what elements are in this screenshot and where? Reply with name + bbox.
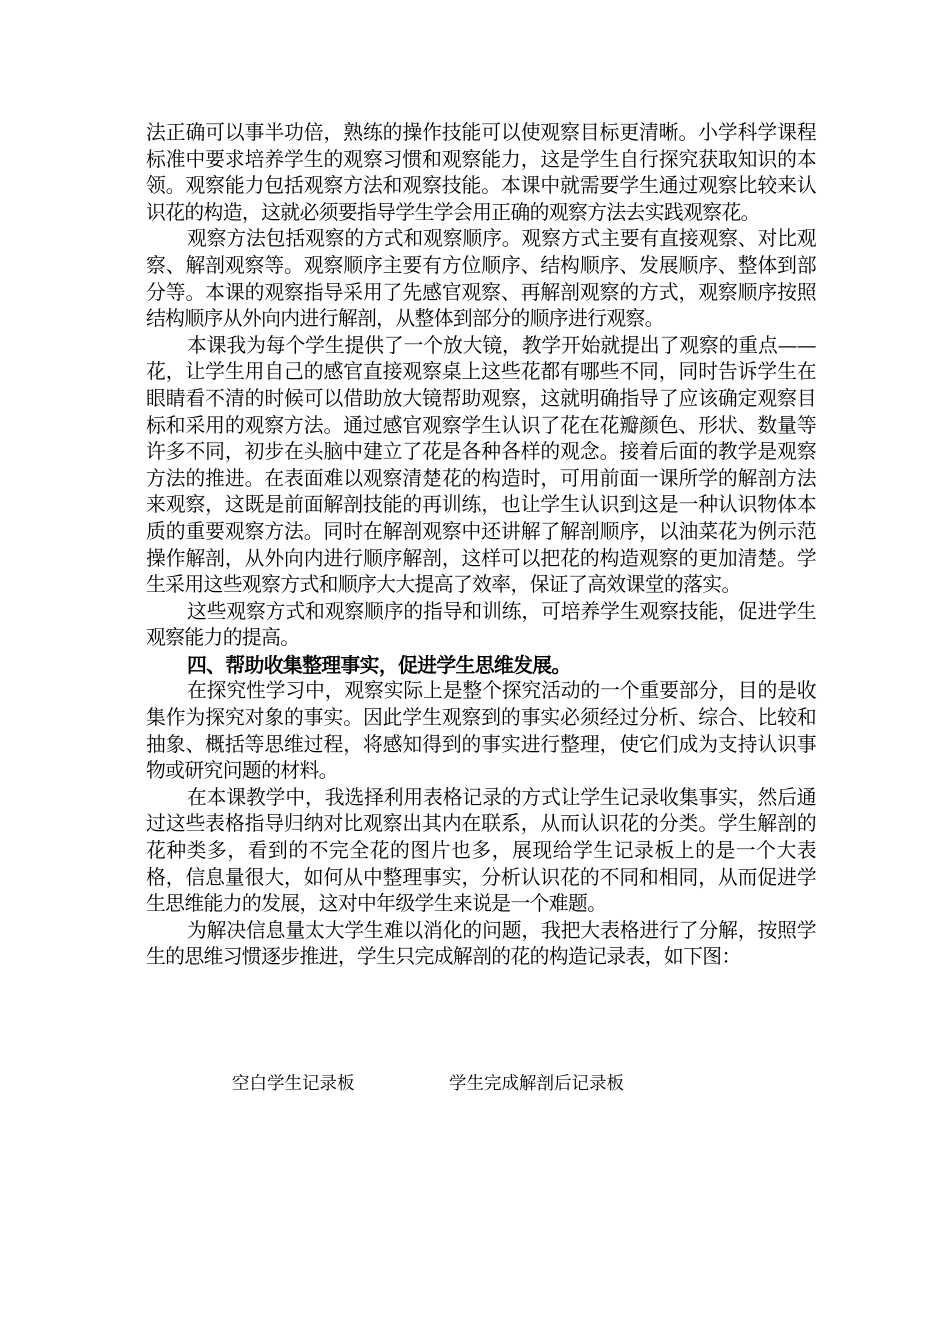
paragraph-observation-methods: 观察方法包括观察的方式和观察顺序。观察方式主要有直接观察、对比观察、解剖观察等。观察顺序主要有方位顺序、结构顺序、发展顺序、整体到部分等。本课的观察指导采用了先感官观察、再解剖观察的方式，观察顺序按照结构顺序从外向内进行解剖，从整体到部分的顺序进行观察。 — [146, 227, 816, 331]
paragraph-table-decomposition: 为解决信息量太大学生难以消化的问题，我把大表格进行了分解，按照学生的思维习惯逐步推进，学生只完成解剖的花的构造记录表，如下图： — [146, 918, 816, 969]
paragraph-inquiry-learning: 在探究性学习中，观察实际上是整个探究活动的一个重要部分，目的是收集作为探究对象的事实。因此学生观察到的事实必须经过分析、综合、比较和抽象、概括等思维过程，将感知得到的事实进行整理，使它们成为支持认识事物或研究问题的材料。 — [146, 679, 816, 783]
paragraph-magnifier-teaching: 本课我为每个学生提供了一个放大镜，教学开始就提出了观察的重点——花，让学生用自己的感官直接观察桌上这些花都有哪些不同，同时告诉学生在眼睛看不清的时候可以借助放大镜帮助观察，这就明确指导了应该确定观察目标和采用的观察方法。通过感官观察学生认识了花在花瓣颜色、形状、数量等许多不同，初步在头脑中建立了花是各种各样的观念。接着后面的教学是观察方法的推进。在表面难以观察清楚花的构造时，可用前面一课所学的解剖方法来观察，这既是前面解剖技能的再训练，也让学生认识到这是一种认识物体本质的重要观察方法。同时在解剖观察中还讲解了解剖顺序，以油菜花为例示范操作解剖，从外向内进行顺序解剖，这样可以把花的构造观察的更加清楚。学生采用这些观察方式和顺序大大提高了效率，保证了高效课堂的落实。 — [146, 333, 816, 597]
paragraph-observation-skills: 法正确可以事半功倍，熟练的操作技能可以使观察目标更清晰。小学科学课程标准中要求培养学生的观察习惯和观察能力，这是学生自行探究获取知识的本领。观察能力包括观察方法和观察技能。本课中就需要学生通过观察比较来认识花的构造，这就必须要指导学生学会用正确的观察方法去实践观察花。 — [146, 121, 816, 224]
section-heading-four: 四、帮助收集整理事实，促进学生思维发展。 — [187, 652, 571, 677]
figure-captions — [0, 1071, 950, 1101]
paragraph-table-recording: 在本课教学中，我选择利用表格记录的方式让学生记录收集事实，然后通过这些表格指导归纳对比观察出其内在联系，从而认识花的分类。学生解剖的花种类多，看到的不完全花的图片也多，展现给学生记录板上的是一个大表格，信息量很大，如何从中整理事实，分析认识花的不同和相同，从而促进学生思维能力的发展，这对中年级学生来说是一个难题。 — [146, 785, 816, 916]
caption-completed-record-board: 学生完成解剖后记录板 — [449, 1074, 624, 1094]
document-body — [146, 120, 816, 971]
paragraph-training-summary: 这些观察方式和观察顺序的指导和训练，可培养学生观察技能，促进学生观察能力的提高。 — [146, 599, 816, 650]
caption-blank-record-board: 空白学生记录板 — [232, 1074, 355, 1094]
